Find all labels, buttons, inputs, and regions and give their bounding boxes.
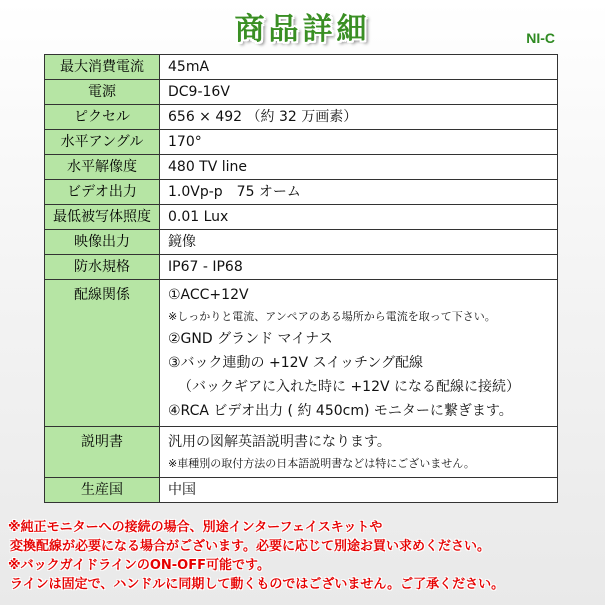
table-row xyxy=(45,130,558,155)
page-title: 商品詳細 xyxy=(234,12,371,47)
table-row xyxy=(45,80,558,105)
row-value: 170° xyxy=(160,130,558,155)
table-row xyxy=(45,155,558,180)
row-value: 45mA xyxy=(160,55,558,80)
row-label: 配線関係 xyxy=(45,280,160,427)
manual-details xyxy=(160,427,558,478)
table-row xyxy=(45,478,558,503)
table-row-wiring xyxy=(45,280,558,427)
manual-note: ※車種別の取付方法の日本語説明書などは特にございません。 xyxy=(168,457,475,470)
row-label: 電源 xyxy=(45,80,160,105)
wiring-note: ※しっかりと電流、アンペアのある場所から電流を取って下さい。 xyxy=(168,310,496,323)
row-value: 480 TV line xyxy=(160,155,558,180)
row-label: 最大消費電流 xyxy=(45,55,160,80)
row-label: 説明書 xyxy=(45,427,160,478)
notes xyxy=(8,518,600,594)
row-value: DC9-16V xyxy=(160,80,558,105)
row-value: IP67 - IP68 xyxy=(160,255,558,280)
manual-line: 汎用の図解英語説明書になります。 xyxy=(168,434,391,450)
row-value: 中国 xyxy=(160,478,558,503)
row-label: 水平アングル xyxy=(45,130,160,155)
wiring-line: （バックギアに入れた時に +12V になる配線に接続） xyxy=(178,379,521,395)
row-label: ビデオ出力 xyxy=(45,180,160,205)
row-label: ピクセル xyxy=(45,105,160,130)
row-label: 水平解像度 xyxy=(45,155,160,180)
note-line: ※純正モニターへの接続の場合、別途インターフェイスキットや xyxy=(8,520,383,535)
note-line: 変換配線が必要になる場合がございます。必要に応じて別途お買い求めください。 xyxy=(10,539,490,554)
row-label: 映像出力 xyxy=(45,230,160,255)
table-row xyxy=(45,55,558,80)
row-label: 生産国 xyxy=(45,478,160,503)
note-line: ラインは固定で、ハンドルに同期して動くものではございません。ご了承ください。 xyxy=(10,577,505,592)
table-row-manual xyxy=(45,427,558,478)
spec-table xyxy=(44,54,558,503)
table-row xyxy=(45,180,558,205)
wiring-line: ③バック連動の +12V スイッチング配線 xyxy=(168,355,424,371)
row-value: 1.0Vp-p 75 オーム xyxy=(160,180,558,205)
wiring-line: ①ACC+12V xyxy=(168,287,249,303)
wiring-line: ④RCA ビデオ出力 ( 約 450cm) モニターに繋ぎます。 xyxy=(168,403,513,419)
table-row xyxy=(45,230,558,255)
table-row xyxy=(45,205,558,230)
table-row xyxy=(45,255,558,280)
row-label: 防水規格 xyxy=(45,255,160,280)
row-value: 0.01 Lux xyxy=(160,205,558,230)
model-code: NI-C xyxy=(526,30,555,46)
row-label: 最低被写体照度 xyxy=(45,205,160,230)
wiring-details xyxy=(160,280,558,427)
row-value: 656 × 492 （約 32 万画素） xyxy=(160,105,558,130)
note-line: ※バックガイドラインのON-OFF可能です。 xyxy=(8,558,270,573)
row-value: 鏡像 xyxy=(160,230,558,255)
table-row xyxy=(45,105,558,130)
wiring-line: ②GND グランド マイナス xyxy=(168,331,333,347)
